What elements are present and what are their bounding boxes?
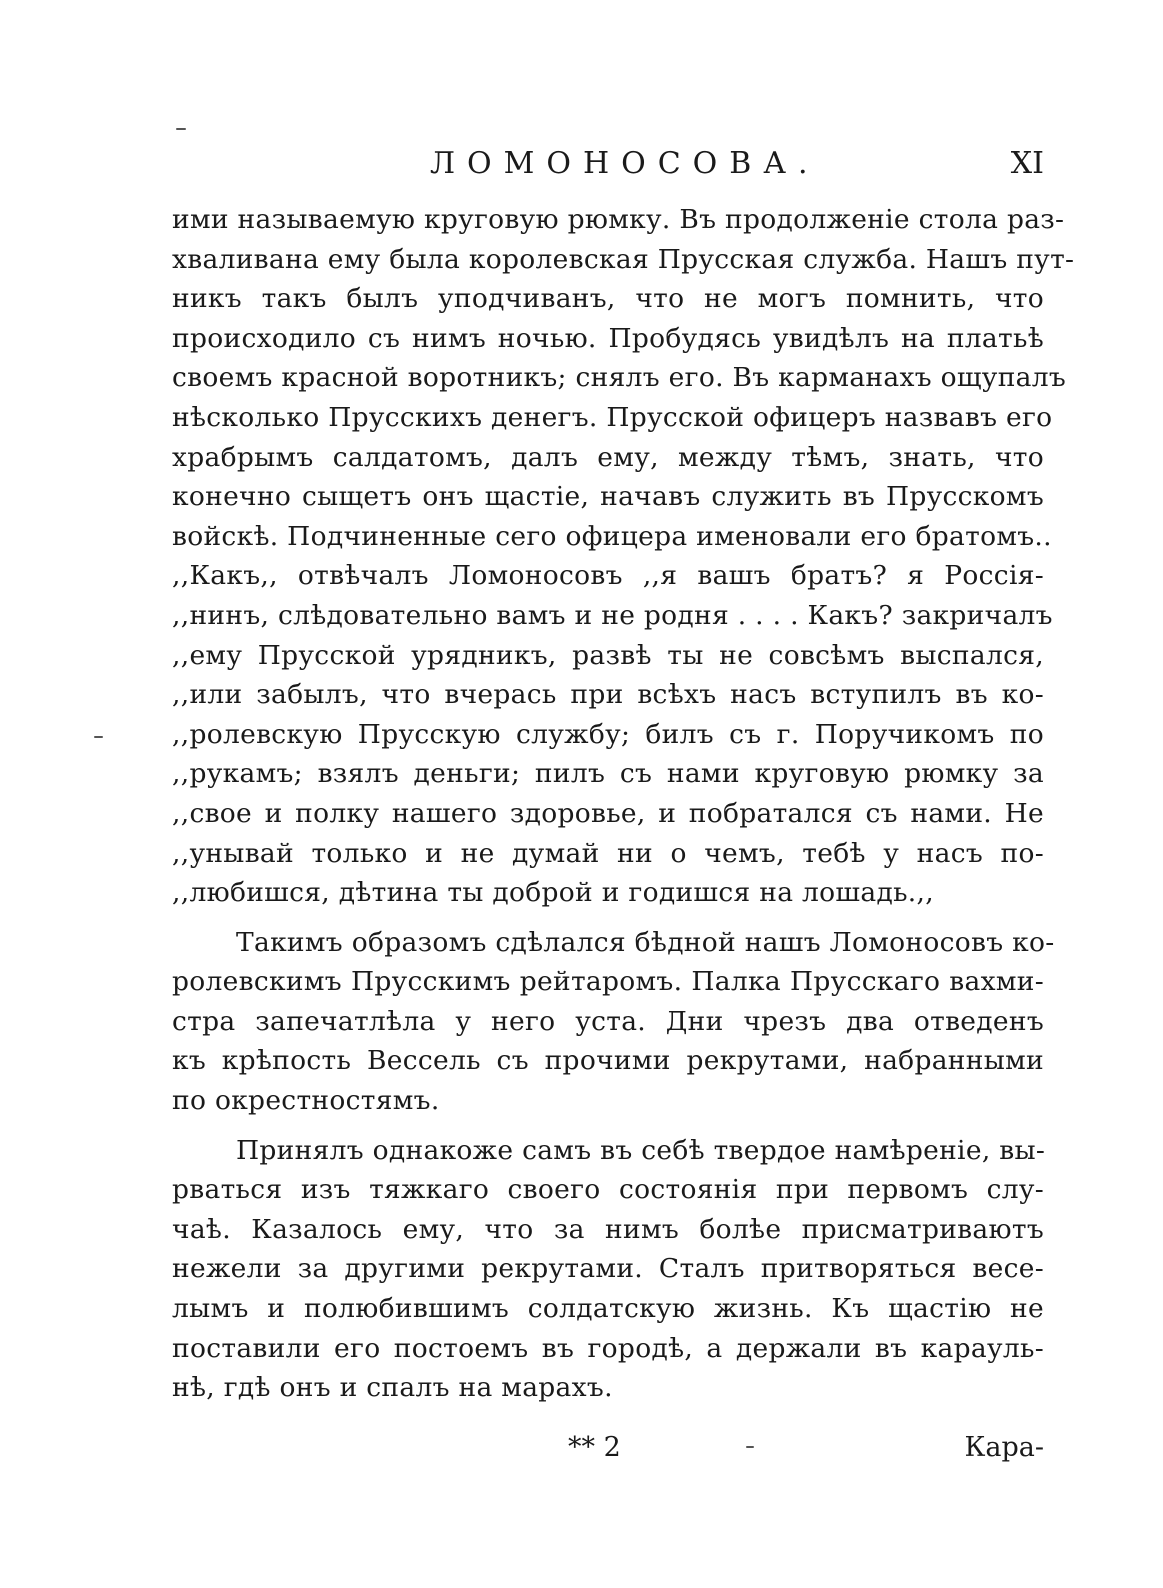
text-line: ,,любишся, дѣтина ты доброй и годишся на лошадь.,, (172, 877, 934, 909)
scan-speck (746, 1446, 754, 1448)
text-line: никъ такъ былъ уподчиванъ, что не могъ помнить, что (172, 283, 1044, 315)
text-line: ,,Какъ,, отвѣчалъ Ломоносовъ ,,я вашъ братъ? я Россія- (172, 560, 1044, 592)
text-line: нежели за другими рекрутами. Сталъ притворяться весе- (172, 1253, 1044, 1285)
text-line: войскѣ. Подчиненные сего офицера именовали его братомъ.. (172, 520, 1052, 552)
text-line: ,,или забылъ, что вчерась при всѣхъ насъ вступилъ въ ко- (172, 679, 1044, 711)
text-line: ,,нинъ, слѣдовательно вамъ и не родня . . . . Какъ? закричалъ (172, 599, 1053, 631)
text-line: ,,ролевскую Прусскую службу; билъ съ г. Поручикомъ по (172, 718, 1044, 750)
body-text (172, 200, 1075, 1408)
paragraph-gap (172, 1121, 1044, 1131)
text-line: нѣ, гдѣ онъ и спалъ на марахъ. (172, 1372, 613, 1404)
running-title: ЛОМОНОСОВА. (430, 146, 820, 181)
text-line: своемъ красной воротникъ; снялъ его. Въ карманахъ ощупалъ (172, 362, 1067, 394)
page-number: XI (1010, 146, 1044, 181)
text-line: конечно сыщетъ онъ щастіе, начавъ служить въ Прусскомъ (172, 481, 1044, 513)
text-line: лымъ и полюбившимъ солдатскую жизнь. Къ щастію не (172, 1293, 1044, 1325)
text-line: ролевскимъ Прусскимъ рейтаромъ. Палка Прусскаго вахми- (172, 966, 1044, 998)
paragraph-gap (172, 913, 1044, 923)
text-line: ,,свое и полку нашего здоровье, и побратался съ нами. Не (172, 797, 1044, 829)
text-line: по окрестностямъ. (172, 1085, 440, 1117)
text-line: происходило съ нимъ ночью. Пробудясь увидѣлъ на платьѣ (172, 322, 1044, 354)
scan-speck (94, 736, 103, 738)
text-line: Принялъ однакоже самъ въ себѣ твердое намѣреніе, вы- (236, 1134, 1046, 1166)
page-header (172, 144, 1050, 190)
scan-speck (176, 128, 186, 130)
text-line: рваться изъ тяжкаго своего состоянія при первомъ слу- (172, 1174, 1044, 1206)
text-line: нѣсколько Прусскихъ денегъ. Прусской офицеръ назвавъ его (172, 401, 1053, 433)
text-line: ими называемую круговую рюмку. Въ продолженіе стола раз- (172, 204, 1065, 235)
text-line: къ крѣпость Вессель съ прочими рекрутами, набранными (172, 1045, 1044, 1077)
text-line: храбрымъ салдатомъ, далъ ему, между тѣмъ, знать, что (172, 441, 1044, 473)
text-line: стра запечатлѣла у него уста. Дни чрезъ два отведенъ (172, 1005, 1044, 1037)
text-line: ,,рукамъ; взялъ деньги; пилъ съ нами круговую рюмку за (172, 758, 1044, 790)
signature-mark: ** 2 (568, 1432, 621, 1463)
text-line: ,,унывай только и не думай ни о чемъ, тебѣ у насъ по- (172, 837, 1044, 869)
catchword: Кара- (964, 1432, 1044, 1463)
text-line: поставили его постоемъ въ городѣ, а держали въ карауль- (172, 1332, 1044, 1364)
text-line: хваливана ему была королевская Прусская служба. Нашъ пут- (172, 243, 1075, 275)
page-footer (172, 1428, 1044, 1472)
text-line: ,,ему Прусской урядникъ, развѣ ты не совсѣмъ выспался, (172, 639, 1044, 671)
text-line: чаѣ. Казалось ему, что за нимъ болѣе присматриваютъ (172, 1213, 1044, 1245)
text-line: Такимъ образомъ сдѣлался бѣдной нашъ Ломоносовъ ко- (236, 926, 1055, 958)
